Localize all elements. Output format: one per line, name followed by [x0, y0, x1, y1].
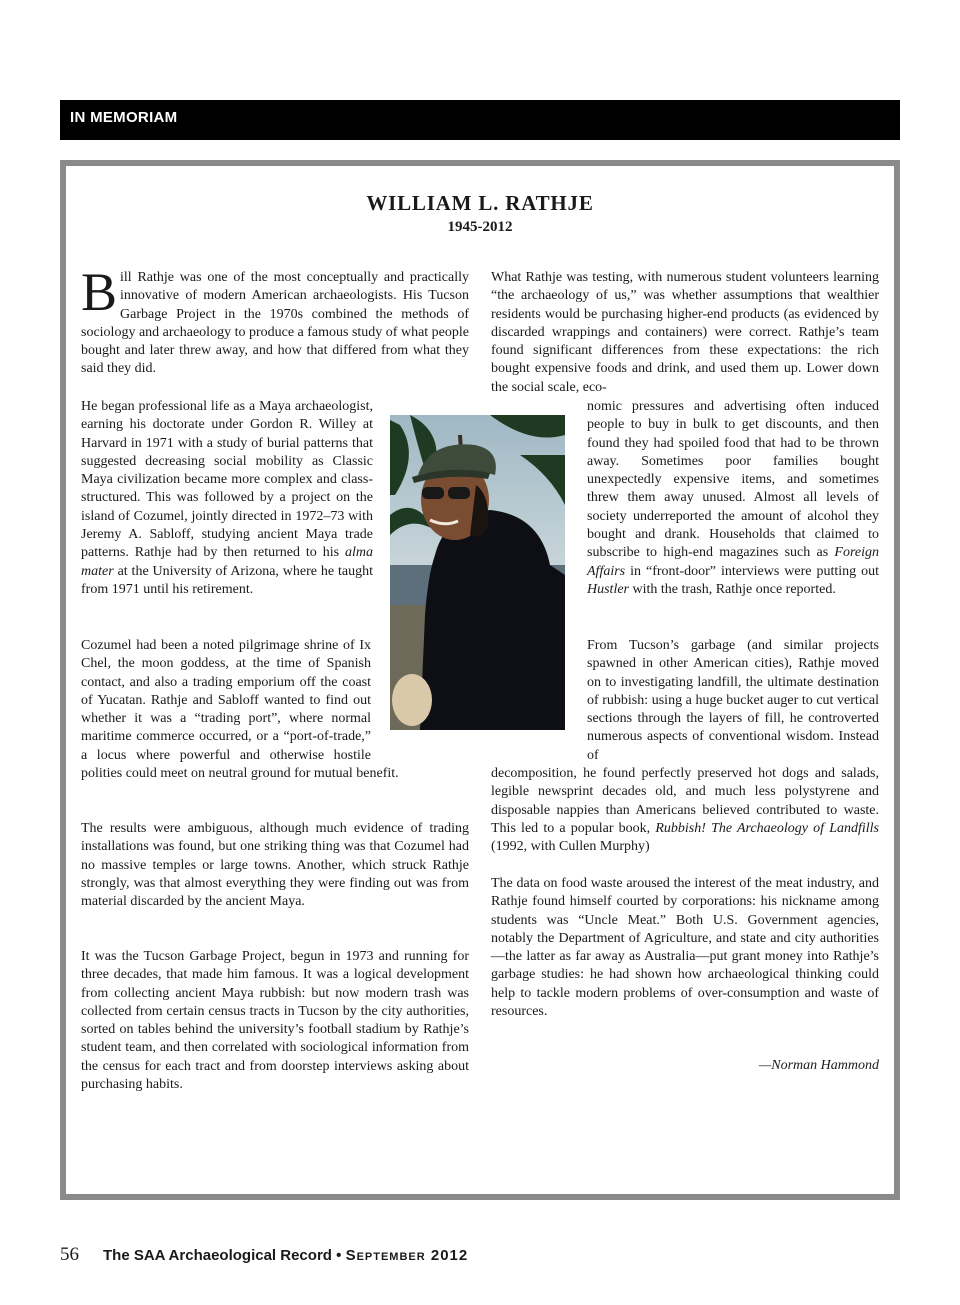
- paragraph-intro-text: ill Rathje was one of the most conceptually and practically innovative of modern American archaeologists. His Tucson Garbage Project in the 1970s combined the methods of sociology and archaeology to produce a famous study of what people bought and later threw away, and how that differed from what they said they did.: [81, 270, 470, 377]
- article-title: WILLIAM L. RATHJE: [366, 191, 594, 215]
- paragraph-decomposition-text-b: (1992, with Cullen Murphy): [491, 839, 650, 855]
- paragraph-economic-text-a: nomic pressures and advertising often induced people to buy in bulk to get discounts, and then found they had spoiled food that had to be thrown away. Sometimes poor families bought unexpectedly expensive items, and sometimes threw them away unused. Almost all levels of society underreported the amount of alcohol they bought and drank. Households that claimed to subscribe to high-end magazines such as: [587, 399, 879, 561]
- paragraph-decomposition: [491, 765, 879, 856]
- paragraph-economic-text-b: in “front-door” interviews were putting out: [630, 563, 880, 579]
- paragraph-cozumel-text: Cozumel had been a noted pilgrimage shrine of Ix Chel, the moon goddess, at the time of Spanish contact, and also a trading emporium off the coast of Yucatan. Rathje and Sabloff wanted to find out whether it was a “trading port”, where normal maritime commerce occurred, or a “port-of-trade,” a locus where powerful and otherwise hostile polities could meet on neutral ground for mutual benefit.: [81, 638, 399, 782]
- journal-name: The SAA Archaeological Record: [103, 1247, 332, 1264]
- paragraph-career: [81, 398, 373, 599]
- drop-cap: B: [81, 262, 118, 322]
- paragraph-landfill: From Tucson’s garbage (and similar projects spawned in other American cities), Rathje moved on to investigating landfill, the ultimate destination of rubbish: using a huge bucket auger to cut vertical sections through the layers of fill, he controverted numerous aspects of conventional wisdom. Instead of: [587, 638, 879, 763]
- hustler-italic: Hustler: [587, 581, 629, 597]
- paragraph-garbage-project: It was the Tucson Garbage Project, begun in 1973 and running for three decades, that made him famous. It was a logical development from collecting ancient Maya rubbish: but now modern trash was collected from certain census tracts in Tucson by the city authorities, sorted on tables behind the university’s football stadium by Rathje’s student team, and then correlated with sociological information from the census for each tract and from doorstep interviews asking about purchasing habits.: [81, 949, 469, 1093]
- foreign-affairs-italic: Foreign Affairs: [587, 545, 879, 579]
- portrait-illustration: [390, 415, 565, 730]
- paragraph-career-text-b: at the University of Arizona, where he taught from 1971 until his retirement.: [81, 563, 373, 597]
- page-number: 56: [60, 1244, 79, 1265]
- author-signature: —Norman Hammond: [758, 1058, 879, 1073]
- alma-mater-italic: alma mater: [81, 545, 373, 579]
- footer-bullet: •: [336, 1247, 342, 1264]
- book-title-italic: Rubbish! The Archaeology of Landfills: [655, 820, 880, 836]
- paragraph-results: The results were ambiguous, although much evidence of trading installations was found, but one striking thing was that Cozumel had no massive temples or large towns. Another, which struck Rathje strongly, was that almost everything they were finding out was from material discarded by the ancient Maya.: [81, 821, 469, 910]
- issue-date: September 2012: [345, 1247, 469, 1264]
- paragraph-decomposition-text-a: decomposition, he found perfectly preserved hot dogs and salads, legible newsprint decades old, and much less polystyrene and disposable nappies than Americans believed contributed to waste. This led to a popular book,: [491, 766, 879, 836]
- section-header-bar: [60, 100, 900, 140]
- article-years: 1945-2012: [447, 219, 513, 235]
- paragraph-career-text-a: He began professional life as a Maya archaeologist, earning his doctorate under Gordon R. Willey at Harvard in 1971 with a study of burial patterns that suggested decreasing social mobility as Classic Maya civilization became more complex and class-structured. This was followed by a project on the island of Cozumel, jointly directed in 1972–73 with Jeremy A. Sabloff, studying ancient Maya trade patterns. Rathje had by then returned to his: [81, 399, 373, 561]
- paragraph-economic: [587, 398, 879, 599]
- section-label: IN MEMORIAM: [70, 109, 178, 126]
- paragraph-intro: [81, 262, 470, 379]
- paragraph-food-waste: The data on food waste aroused the interest of the meat industry, and Rathje found himself courted by corporations: his nickname among students was “Uncle Meat.” Both U.S. Government agencies, notably the Department of Agriculture, and state and city authorities—the latter as far away as Australia—put grant money into Rathje’s garbage studies: he had shown how archaeological thinking could help to tackle modern problems of over-consumption and waste of resources.: [491, 876, 879, 1020]
- portrait-photo: [390, 415, 565, 730]
- page-footer: [60, 1244, 468, 1266]
- paragraph-economic-text-c: with the trash, Rathje once reported.: [632, 581, 836, 597]
- paragraph-testing: What Rathje was testing, with numerous student volunteers learning “the archaeology of us,” was whether assumptions that wealthier residents would be purchasing higher-end products (as evidenced by discarded wrappings and containers) were correct. Rathje’s team found significant differences from these expectations: the rich bought expensive foods and drink, and used them up. Lower down the social scale, eco-: [491, 270, 879, 395]
